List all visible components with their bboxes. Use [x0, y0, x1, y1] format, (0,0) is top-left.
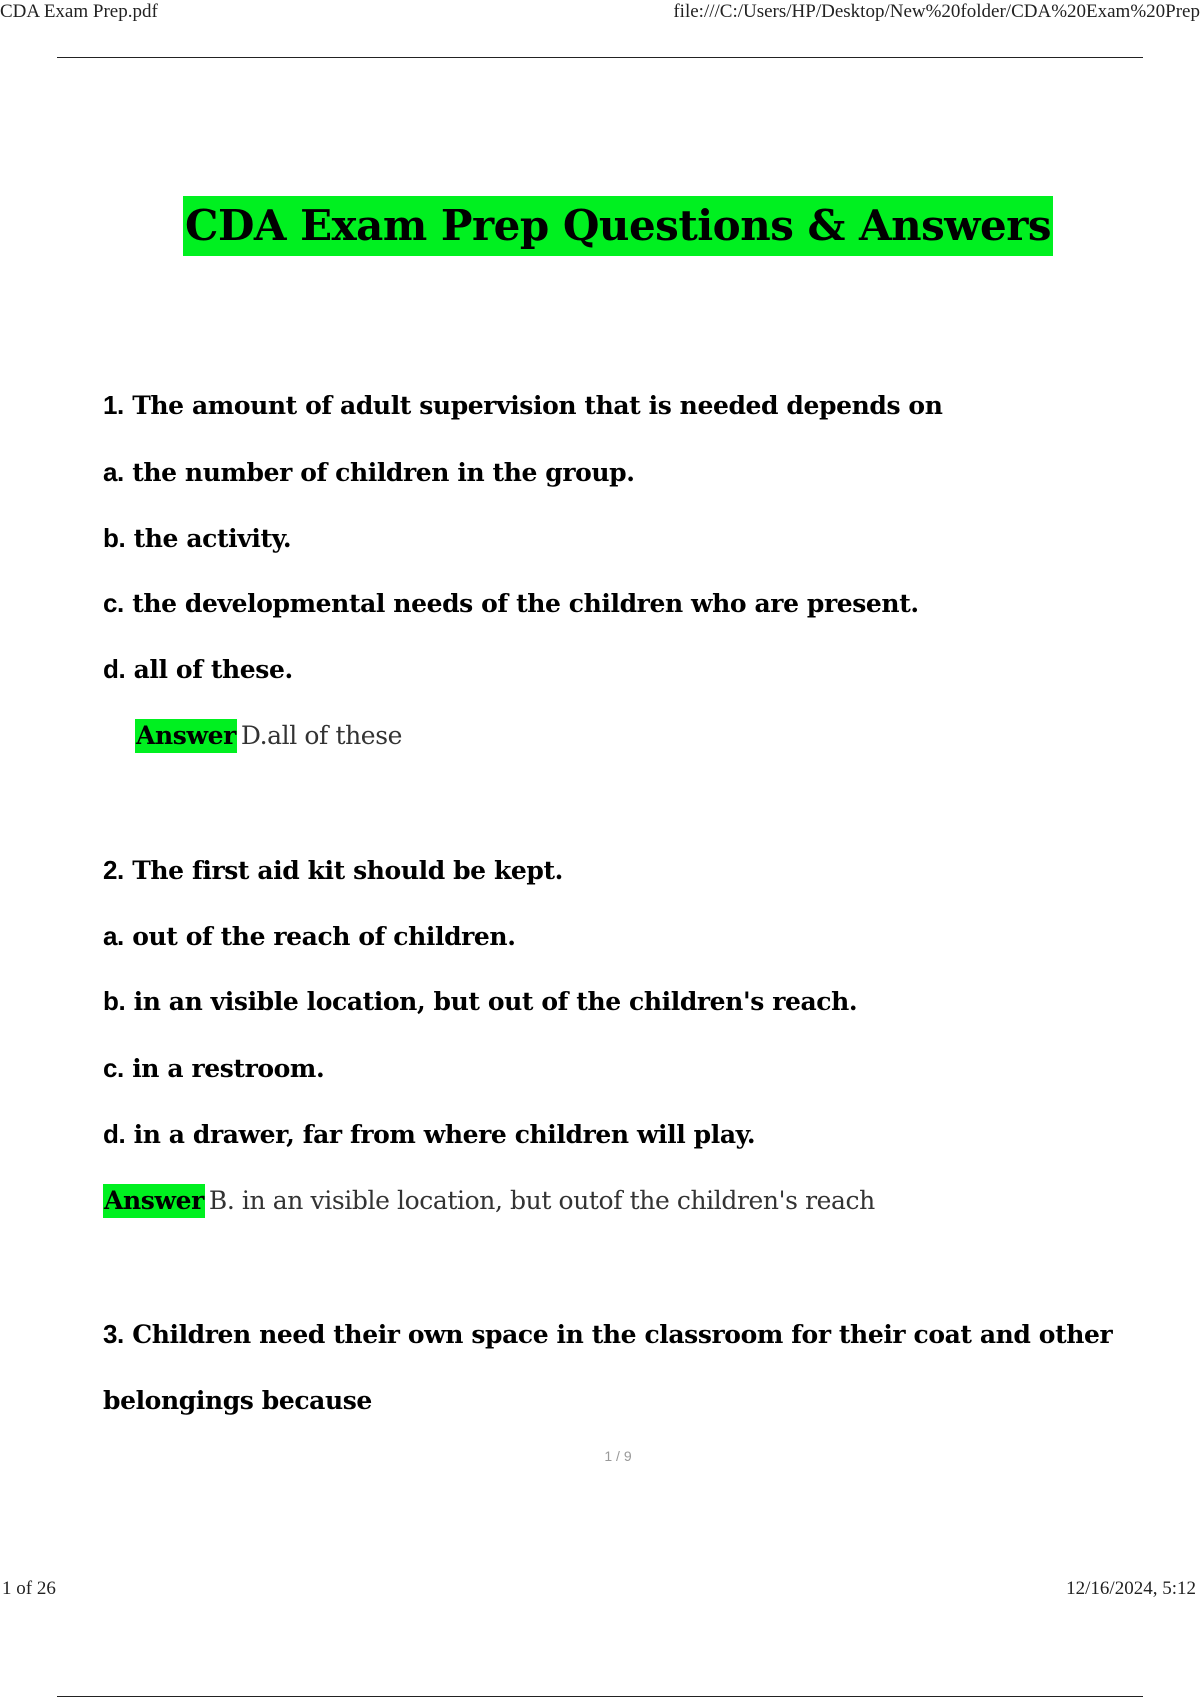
print-footer-datetime: 12/16/2024, 5:12: [1066, 1578, 1196, 1599]
question-text: The first aid kit should be kept.: [132, 856, 563, 885]
question-text: Children need their own space in the classroom for their coat and other: [132, 1320, 1113, 1349]
option-letter: d.: [103, 654, 126, 684]
footer-divider: [57, 1696, 1143, 1697]
question-1-option-c: [103, 588, 919, 619]
question-2-option-d: [103, 1119, 755, 1150]
question-2-option-c: [103, 1053, 324, 1084]
pdf-page-indicator: 1 / 9: [604, 1448, 632, 1464]
option-text: the activity.: [133, 524, 292, 553]
question-3-continued: [103, 1386, 372, 1415]
question-2-answer: [103, 1184, 875, 1218]
print-header-url: file:///C:/Users/HP/Desktop/New%20folder/CDA%20Exam%20Prep: [673, 1, 1200, 22]
question-number: 3.: [103, 1319, 124, 1349]
print-header-doc-title: CDA Exam Prep.pdf: [0, 1, 158, 22]
answer-text: D.all of these: [240, 721, 403, 750]
header-divider: [57, 57, 1143, 58]
option-text: in an visible location, but out of the children's reach.: [133, 987, 858, 1016]
document-title: [0, 196, 1200, 256]
option-letter: c.: [103, 1053, 124, 1083]
question-1-option-d: [103, 654, 293, 685]
question-text: The amount of adult supervision that is needed depends on: [132, 391, 943, 420]
option-text: in a drawer, far from where children will play.: [133, 1120, 756, 1149]
document-title-text: CDA Exam Prep Questions & Answers: [183, 196, 1053, 256]
question-number: 2.: [103, 855, 124, 885]
print-footer-page-count: 1 of 26: [2, 1578, 56, 1599]
option-text: the developmental needs of the children who are present.: [132, 589, 919, 618]
option-text: out of the reach of children.: [132, 922, 516, 951]
question-text-continued: belongings because: [103, 1386, 372, 1415]
question-3: [103, 1319, 1112, 1350]
question-1: [103, 390, 943, 421]
option-text: all of these.: [133, 655, 293, 684]
option-letter: a.: [103, 457, 124, 487]
answer-label: Answer: [135, 719, 237, 753]
question-1-option-b: [103, 523, 291, 554]
option-letter: d.: [103, 1119, 126, 1149]
option-letter: c.: [103, 588, 124, 618]
question-1-option-a: [103, 457, 635, 488]
option-letter: b.: [103, 986, 126, 1016]
option-text: in a restroom.: [132, 1054, 325, 1083]
option-letter: b.: [103, 523, 126, 553]
question-2-option-b: [103, 986, 857, 1017]
question-number: 1.: [103, 390, 124, 420]
answer-text: B. in an visible location, but outof the children's reach: [208, 1186, 875, 1215]
question-1-answer: [135, 719, 402, 753]
question-2: [103, 855, 563, 886]
option-letter: a.: [103, 921, 124, 951]
question-2-option-a: [103, 921, 516, 952]
answer-label: Answer: [103, 1184, 205, 1218]
option-text: the number of children in the group.: [132, 458, 635, 487]
